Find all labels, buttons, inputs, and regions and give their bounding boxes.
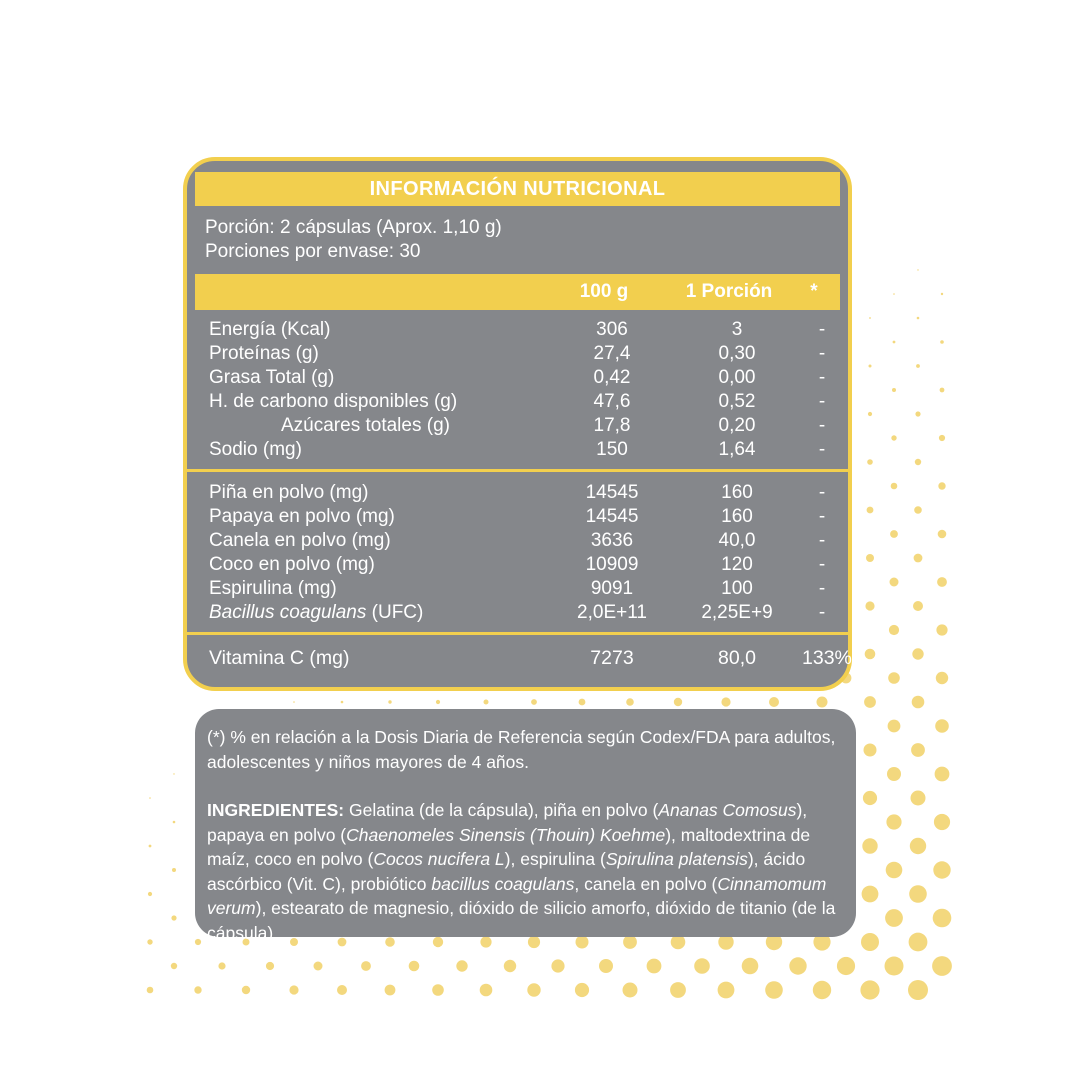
paragraph-gap [207, 774, 846, 798]
row-label: Coco en polvo (mg) [209, 554, 375, 575]
table-row [187, 342, 848, 366]
value-portion: 40,0 [718, 530, 756, 551]
value-portion: 80,0 [718, 646, 756, 669]
value-daily: - [818, 319, 826, 340]
value-daily: - [818, 439, 826, 460]
value-100g: 306 [596, 319, 628, 340]
panel-title: INFORMACIÓN NUTRICIONAL [369, 177, 666, 200]
daily-value-reference-note: (*) % en relación a la Dosis Diaria de Referencia según Codex/FDA para adultos, adolescentes y niños mayores de 4 años. [207, 727, 836, 772]
value-daily: - [818, 343, 826, 364]
value-portion: 120 [721, 554, 753, 575]
value-portion: 160 [721, 482, 753, 503]
serving-info [187, 206, 848, 264]
value-portion: 100 [721, 578, 753, 599]
table-row [187, 318, 848, 342]
serving-size-line: Porción: 2 cápsulas (Aprox. 1,10 g) [205, 217, 502, 238]
table-row [187, 577, 848, 601]
value-daily: 133% [802, 646, 852, 669]
column-header-asterisk: * [810, 281, 818, 302]
row-label: Vitamina C (mg) [209, 646, 350, 669]
value-daily: - [818, 578, 826, 599]
value-portion: 2,25E+9 [701, 602, 773, 623]
ingredients-text: Gelatina (de la cápsula), piña en polvo (Ananas Comosus), papaya en polvo (Chaenomeles Sinensis (Thouin) Koehme), maltodextrina de maíz, coco en polvo (Cocos nucifera L), espirulina (Spirulina platensis), ácido ascórbico (Vit. C), probiótico bacillus coagulans, canela en polvo (Cinnamomum verum), estearato de magnesio, dióxido de silicio amorfo, dióxido de titanio (de la cápsula). [207, 800, 836, 943]
row-label: Grasa Total (g) [209, 367, 335, 388]
value-daily: - [818, 506, 826, 527]
table-row [187, 644, 852, 672]
nutrition-facts-panel [183, 157, 852, 691]
ingredients-paragraph [207, 798, 846, 945]
value-100g: 7273 [590, 646, 634, 669]
table-row [187, 481, 848, 505]
row-label: Proteínas (g) [209, 343, 319, 364]
value-portion: 0,30 [718, 343, 756, 364]
value-portion: 1,64 [718, 439, 756, 460]
value-portion: 3 [731, 319, 743, 340]
column-header-bar [195, 274, 840, 310]
value-100g: 14545 [585, 506, 639, 527]
title-bar [195, 172, 840, 206]
ingredients-label: INGREDIENTES: [207, 800, 345, 820]
row-label: Sodio (mg) [209, 439, 302, 460]
value-daily: - [818, 530, 826, 551]
section-divider [187, 469, 848, 472]
table-row [187, 438, 848, 462]
value-100g: 47,6 [593, 391, 631, 412]
nutrient-table-section-3 [187, 644, 852, 672]
table-row [187, 505, 848, 529]
row-label: Bacillus coagulans (UFC) [209, 602, 424, 623]
value-100g: 150 [596, 439, 628, 460]
table-row [187, 553, 848, 577]
value-100g: 14545 [585, 482, 639, 503]
value-daily: - [818, 602, 826, 623]
table-row [187, 414, 848, 438]
table-row [187, 529, 848, 553]
nutrient-table-section-1 [187, 318, 848, 462]
nutrient-table-section-2 [187, 481, 848, 625]
value-daily: - [818, 415, 826, 436]
row-label: Papaya en polvo (mg) [209, 506, 395, 527]
table-row [187, 601, 848, 625]
value-100g: 9091 [590, 578, 634, 599]
table-row [187, 366, 848, 390]
row-label: Espirulina (mg) [209, 578, 337, 599]
row-label: Piña en polvo (mg) [209, 482, 369, 503]
column-header-100g: 100 g [579, 281, 629, 302]
table-row [187, 390, 848, 414]
value-portion: 0,52 [718, 391, 756, 412]
footnote-ingredients-box [195, 709, 856, 943]
column-header-portion: 1 Porción [685, 281, 773, 302]
value-portion: 0,00 [718, 367, 756, 388]
section-divider [187, 632, 848, 635]
value-100g: 2,0E+11 [577, 602, 647, 623]
value-100g: 10909 [585, 554, 639, 575]
value-100g: 0,42 [593, 367, 631, 388]
value-daily: - [818, 482, 826, 503]
value-100g: 3636 [590, 530, 634, 551]
value-daily: - [818, 367, 826, 388]
row-label: H. de carbono disponibles (g) [209, 391, 458, 412]
value-daily: - [818, 391, 826, 412]
value-portion: 0,20 [718, 415, 756, 436]
servings-per-container-line: Porciones por envase: 30 [205, 241, 421, 262]
value-portion: 160 [721, 506, 753, 527]
row-label: Azúcares totales (g) [281, 415, 450, 436]
row-label: Canela en polvo (mg) [209, 530, 391, 551]
row-label: Energía (Kcal) [209, 319, 331, 340]
value-100g: 27,4 [593, 343, 631, 364]
value-daily: - [818, 554, 826, 575]
value-100g: 17,8 [593, 415, 631, 436]
